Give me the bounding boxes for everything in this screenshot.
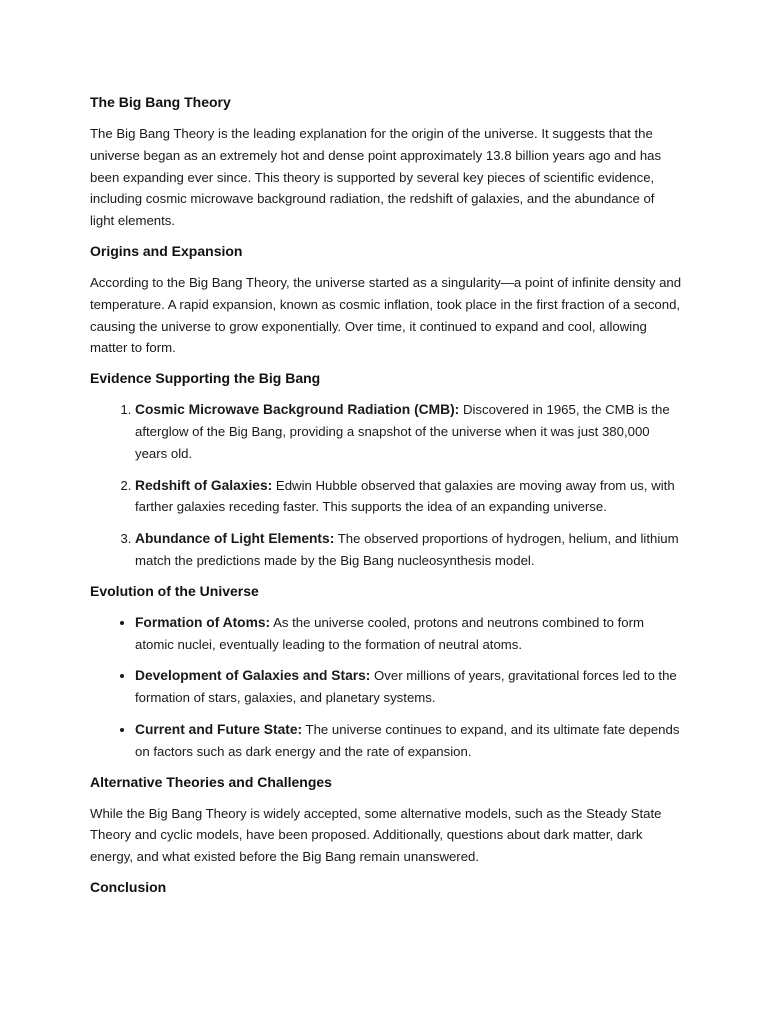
evidence-item-light-elements — [135, 528, 682, 572]
alternatives-paragraph: While the Big Bang Theory is widely accepted, some alternative models, such as the Steady State Theory and cyclic models, have been proposed. Additionally, questions about dark matter, dark energy, and what existed before the Big Bang remain unanswered. — [90, 805, 662, 865]
document-page — [90, 92, 682, 908]
evolution-heading: Evolution of the Universe — [90, 582, 259, 599]
evidence-list — [90, 399, 682, 572]
origins-heading: Origins and Expansion — [90, 242, 243, 259]
evidence-item-cmb — [135, 399, 682, 464]
evolution-list — [90, 612, 682, 763]
evidence-term: Abundance of Light Elements: — [135, 531, 335, 547]
evolution-term: Development of Galaxies and Stars: — [135, 668, 371, 684]
document-title: The Big Bang Theory — [90, 94, 231, 110]
evidence-text: Discovered in 1965, the CMB is the afterglow of the Big Bang, providing a snapshot of the universe when it was just 380,000 years old. — [135, 402, 670, 461]
evolution-item-future — [135, 719, 682, 763]
evidence-heading: Evidence Supporting the Big Bang — [90, 370, 321, 387]
evidence-term: Cosmic Microwave Background Radiation (CMB): — [135, 402, 460, 418]
evidence-text: Edwin Hubble observed that galaxies are moving away from us, with farther galaxies receding faster. This supports the idea of an expanding universe. — [135, 477, 675, 515]
evolution-item-atoms — [135, 612, 682, 656]
evolution-text: Over millions of years, gravitational forces led to the formation of stars, galaxies, and planetary systems. — [135, 668, 677, 706]
evolution-term: Current and Future State: — [135, 721, 303, 737]
conclusion-heading: Conclusion — [90, 878, 167, 895]
evolution-term: Formation of Atoms: — [135, 614, 271, 630]
evidence-item-redshift — [135, 475, 682, 519]
evolution-text: The universe continues to expand, and its ultimate fate depends on factors such as dark energy and the rate of expansion. — [135, 721, 680, 759]
evolution-item-galaxies — [135, 665, 682, 709]
evidence-term: Redshift of Galaxies: — [135, 477, 273, 493]
evidence-text: The observed proportions of hydrogen, helium, and lithium match the predictions made by the Big Bang nucleosynthesis model. — [135, 531, 679, 568]
evolution-text: As the universe cooled, protons and neutrons combined to form atomic nuclei, eventually leading to the formation of neutral atoms. — [135, 614, 645, 652]
alternatives-heading: Alternative Theories and Challenges — [90, 773, 332, 790]
intro-paragraph: The Big Bang Theory is the leading explanation for the origin of the universe. It suggests that the universe began as an extremely hot and dense point approximately 13.8 billion years ago and has been expanding ever since. This theory is supported by several key pieces of scientific evidence, including cosmic microwave background radiation, the redshift of galaxies, and the abundance of light elements. — [90, 126, 662, 229]
origins-paragraph: According to the Big Bang Theory, the universe started as a singularity—a point of infinite density and temperature. A rapid expansion, known as cosmic inflation, took place in the first fraction of a second, causing the universe to grow exponentially. Over time, it continued to expand and cool, allowing matter to form. — [90, 274, 682, 356]
